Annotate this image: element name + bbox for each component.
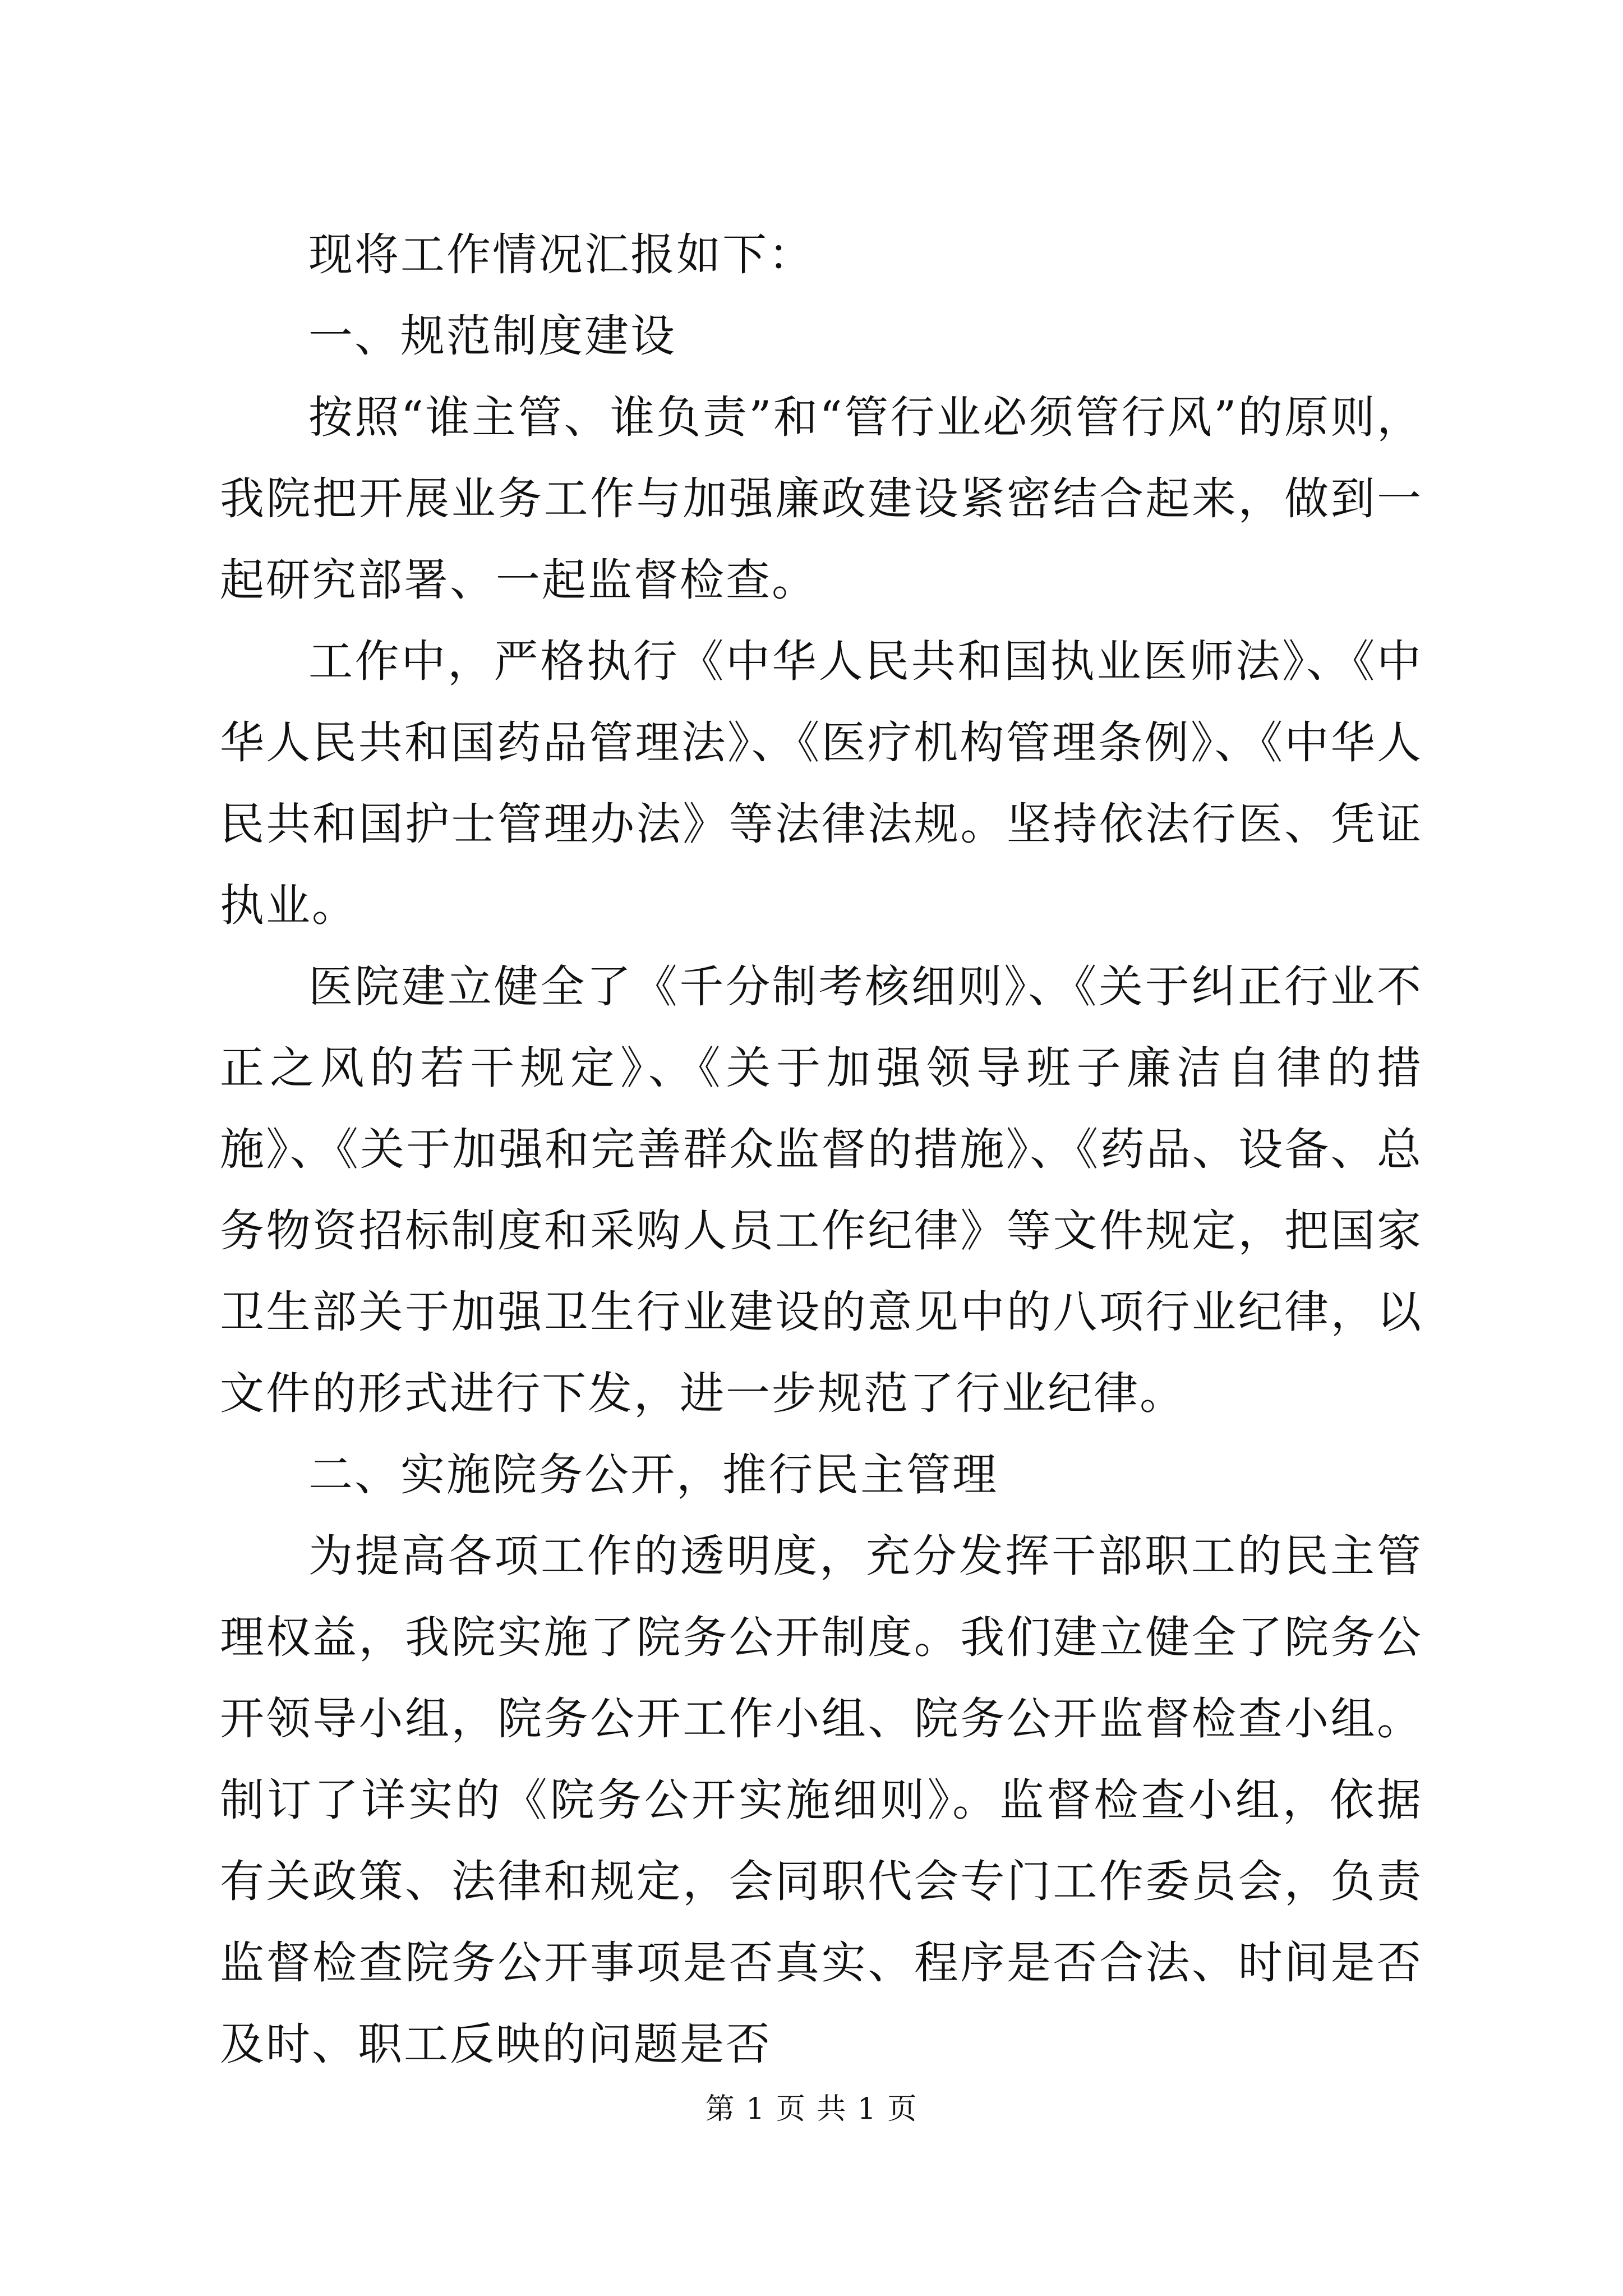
page-footer: 第 1 页 共 1 页 (705, 2092, 918, 2126)
document-body (220, 214, 1423, 2085)
section-heading-1: 一、规范制度建设 (308, 310, 676, 362)
paragraph: 按照“谁主管、谁负责”和“管行业必须管行风”的原则，我院把开展业务工作与加强廉政建设紧密结合起来，做到一起研究部署、一起监督检查。 (220, 392, 1423, 606)
paragraph: 为提高各项工作的透明度，充分发挥干部职工的民主管理权益，我院实施了院务公开制度。我们建立健全了院务公开领导小组，院务公开工作小组、院务公开监督检查小组。制订了详实的《院务公开实施细则》。监督检查小组，依据有关政策、法律和规定，会同职代会专门工作委员会，负责监督检查院务公开事项是否真实、程序是否合法、时间是否及时、职工反映的问题是否 (220, 1530, 1423, 2070)
paragraph-intro: 现将工作情况汇报如下： (308, 229, 814, 280)
paragraph: 工作中，严格执行《中华人民共和国执业医师法》、《中华人民共和国药品管理法》、《医疗机构管理条例》、《中华人民共和国护士管理办法》等法律法规。坚持依法行医、凭证执业。 (220, 636, 1423, 931)
paragraph: 医院建立健全了《千分制考核细则》、《关于纠正行业不正之风的若干规定》、《关于加强领导班子廉洁自律的措施》、《关于加强和完善群众监督的措施》、《药品、设备、总务物资招标制度和采购人员工作纪律》等文件规定，把国家卫生部关于加强卫生行业建设的意见中的八项行业纪律，以文件的形式进行下发，进一步规范了行业纪律。 (220, 961, 1423, 1419)
section-heading-2: 二、实施院务公开，推行民主管理 (308, 1449, 998, 1501)
